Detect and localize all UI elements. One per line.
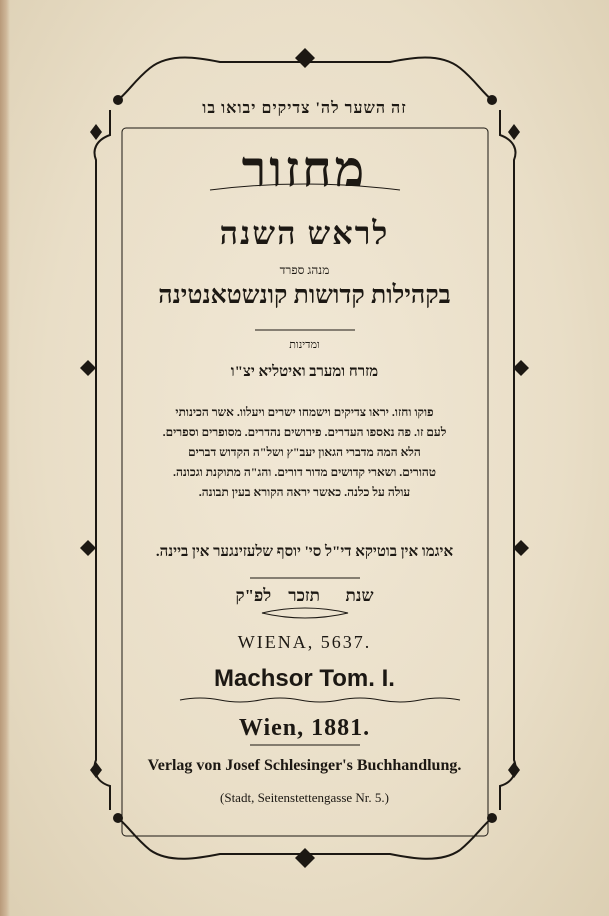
publisher-address: (Stadt, Seitenstettengasse Nr. 5.) [220, 790, 389, 805]
hebrew-year-line [0, 586, 609, 606]
shnat-word: שנת [345, 586, 374, 605]
paragraph-line: טהורים. ושארי קדושים מדור דורים. והג"ה מתוקנת וגכונה. [172, 465, 437, 479]
minhag-line: מנהג ספרד [279, 263, 330, 277]
main-title: מחזור [241, 141, 368, 197]
wiena-date: WIENA, 5637. [237, 632, 372, 652]
paragraph-line: הלא המה מדברי הגאון יעב"ץ ושל"ה הקדוש דברים [188, 445, 421, 459]
lifak-word: לפ"ק [235, 586, 272, 605]
subtitle: לראש השנה [219, 215, 390, 251]
wien-imprint: Wien, 1881. [238, 715, 371, 741]
machsor-volume: Machsor Tom. I. [214, 665, 395, 692]
umedinot-line: ומדינות [289, 339, 320, 351]
top-verse: זה השער לה' צדיקים יבואו בו [202, 100, 407, 117]
publisher-hebrew: איגמו אין בוטיקא די"ל סי' יוסף שלעזינגער אין ביינה. [155, 544, 454, 560]
year-word: תזכר [288, 586, 321, 605]
regions-line: מזרח ומערב ואיטליא יצ"ו [230, 364, 379, 380]
paragraph-line: עולה על כלנה. כאשר יראה הקורא בעין תבונה. [198, 485, 411, 499]
paragraph-line: פוקו וחזו. יראו צדיקים וישמחו ישרים ויעלוו. אשר הכינותי [175, 405, 434, 419]
publisher-german: Verlag von Josef Schlesinger's Buchhandlung. [147, 757, 462, 774]
communities-line: בקהילות קדושות קונשטאנטינה [158, 282, 451, 309]
paragraph-line: לעם זו. פה נאספו העדרים. פירושים נהדרים. מסופרים וספרים. [162, 425, 447, 439]
